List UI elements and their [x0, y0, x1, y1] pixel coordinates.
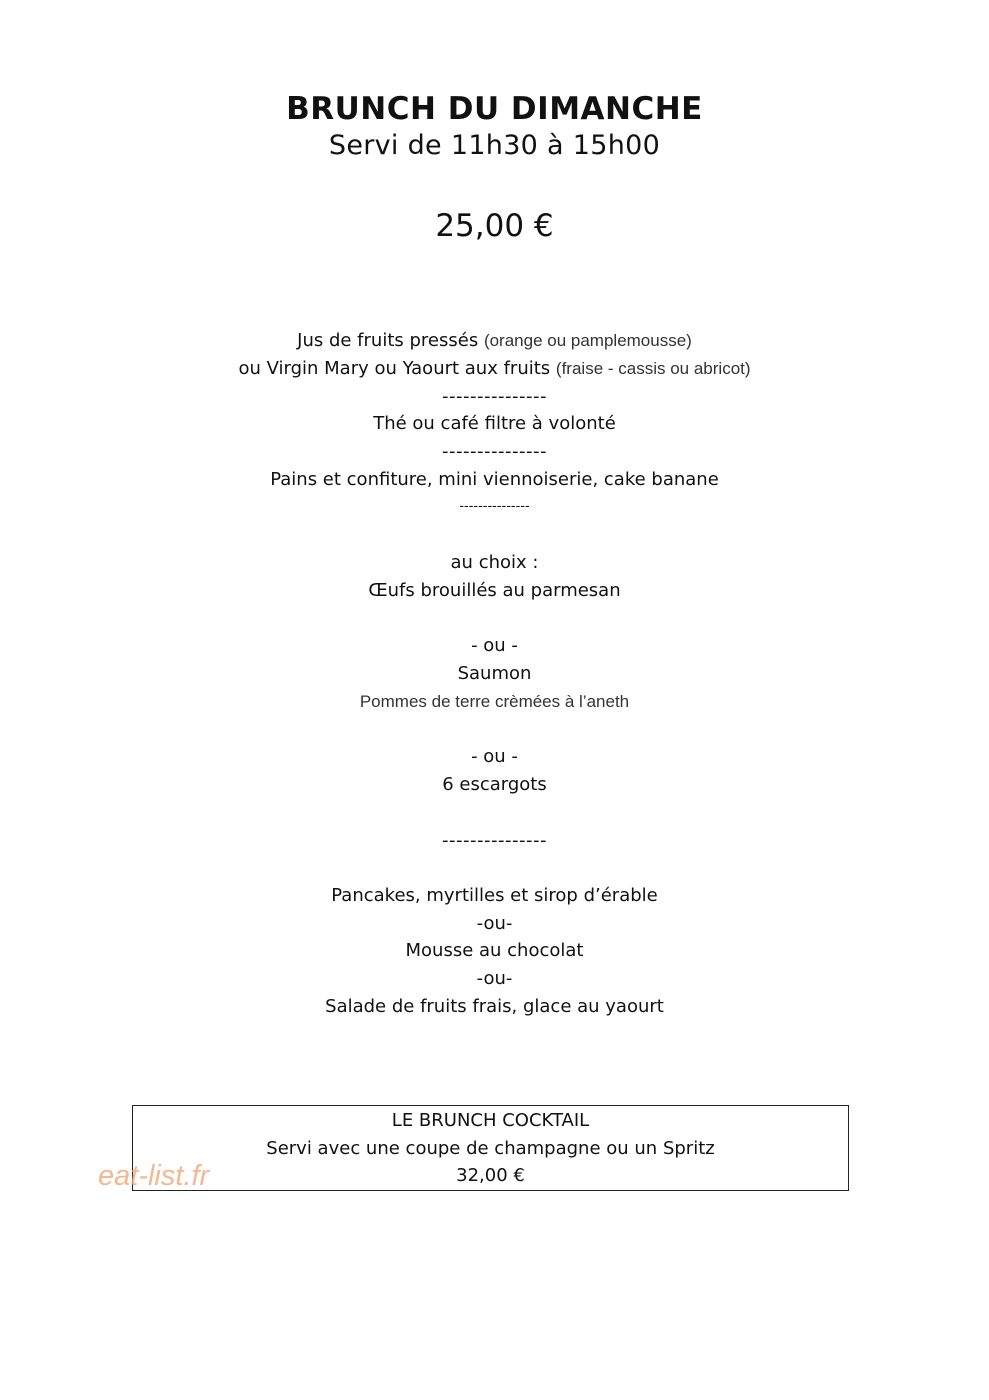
hot-drinks-item: Thé ou café filtre à volonté — [373, 413, 616, 434]
separator: --------------- — [442, 441, 547, 462]
escargots-option: 6 escargots — [442, 774, 547, 795]
menu-title: BRUNCH DU DIMANCHE — [286, 91, 703, 127]
dessert-or-divider: -ou- — [476, 968, 513, 989]
or-divider: - ou - — [471, 635, 518, 656]
juice-flavours-note: (orange ou pamplemousse) — [483, 331, 692, 350]
watermark-logo: eat-list.fr — [98, 1160, 210, 1192]
cocktail-brunch-title: LE BRUNCH COCKTAIL — [391, 1110, 590, 1131]
fruit-salad-dessert: Salade de fruits frais, glace au yaourt — [325, 996, 664, 1017]
breads-item: Pains et confiture, mini viennoiserie, cake banane — [270, 469, 719, 490]
salmon-option: Saumon — [457, 663, 532, 684]
salmon-side-note: Pommes de terre crèmées à l’aneth — [359, 692, 630, 711]
cocktail-brunch-box — [132, 1105, 849, 1191]
virgin-mary-yogurt-item: ou Virgin Mary ou Yaourt aux fruits — [238, 358, 551, 379]
choice-label: au choix : — [450, 552, 539, 573]
yogurt-flavours-note: (fraise - cassis ou abricot) — [555, 359, 751, 378]
chocolate-mousse-dessert: Mousse au chocolat — [405, 940, 584, 961]
cocktail-brunch-description: Servi avec une coupe de champagne ou un Spritz — [266, 1138, 715, 1159]
separator: --------------- — [459, 499, 530, 514]
drinks-line-2 — [0, 357, 989, 381]
drinks-line-1 — [0, 329, 989, 353]
cocktail-brunch-price: 32,00 € — [456, 1165, 525, 1186]
scrambled-eggs-option: Œufs brouillés au parmesan — [368, 580, 621, 601]
separator: --------------- — [442, 386, 547, 407]
brunch-price: 25,00 € — [435, 208, 554, 244]
separator: --------------- — [442, 830, 547, 851]
service-hours: Servi de 11h30 à 15h00 — [328, 130, 661, 161]
dessert-or-divider: -ou- — [476, 913, 513, 934]
or-divider: - ou - — [471, 746, 518, 767]
pancakes-dessert: Pancakes, myrtilles et sirop d’érable — [331, 885, 658, 906]
fresh-juice-item: Jus de fruits pressés — [297, 330, 479, 351]
